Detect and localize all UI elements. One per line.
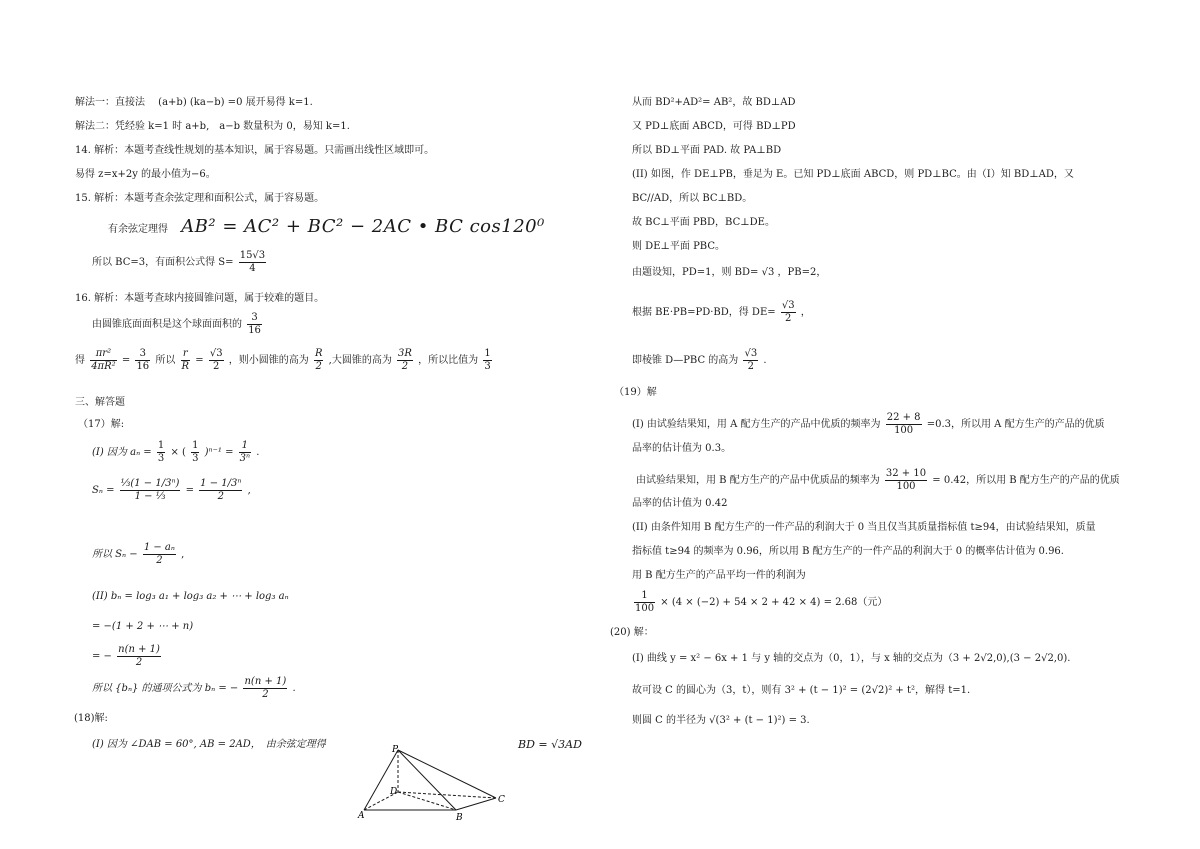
r-line-3: 所以 BD⊥平面 PAD. 故 PA⊥BD (632, 145, 782, 156)
q18-heading: (18)解: (74, 713, 108, 724)
r-line-5: BC//AD，所以 BC⊥BD。 (632, 193, 753, 204)
sn-fraction-2: $\frac{\text{1 − 1/3ⁿ}}{2}$ (200, 478, 242, 502)
ratio-eq: = (121, 355, 131, 366)
q19-b-text-b: = 0.42，所以用 B 配方生产的产品的优质 (932, 475, 1120, 486)
cosine-law-text: 有余弦定理得 (108, 224, 168, 235)
an-formula-line (92, 440, 259, 465)
r-line-7: 则 DE⊥平面 PBC。 (632, 241, 725, 252)
ratio-fraction-2: $\frac{3}{16}$ (136, 348, 150, 372)
an-fraction-1: $\frac{1}{3}$ (157, 440, 165, 464)
bn-result-fraction: $\frac{n(n + 1)}{2}$ (118, 644, 160, 668)
sn-eq: = (185, 485, 194, 496)
method-two-line: 解法二：凭经验 k=1 时 a+b, a−b 数量积为 0，易知 k=1. (75, 121, 350, 132)
vertex-d-label: D (390, 787, 398, 797)
height-text-b: . (763, 355, 767, 366)
q19-part1-text-a: (I) 由试验结果知，用 A 配方生产的产品中优质的频率为 (632, 419, 881, 430)
de-value-line (632, 300, 811, 325)
area-fraction: $\frac{15√3}{4}$ (239, 250, 266, 274)
q19-part2-line-2: 指标值 t≥94 的频率为 0.96，所以用 B 配方生产的一件产品的利润大于 0 的概率估计值为 0.96. (632, 546, 1064, 557)
ratio-fraction-4: $\frac{√3}{2}$ (209, 348, 223, 372)
sn-result-text-b: , (181, 549, 185, 560)
cone-area-text: 由圆锥底面面积是这个球面面积的 (92, 319, 242, 330)
bn-general-text-a: 所以 {bₙ} 的通项公式为 bₙ = − (92, 683, 239, 694)
cone-area-line (92, 312, 264, 337)
ratio-text-a: 得 (75, 355, 85, 366)
cosine-law-line (108, 218, 545, 239)
pyramid-figure (352, 742, 522, 824)
r-line-6: 故 BC⊥平面 PBD，BC⊥DE。 (632, 217, 775, 228)
q18-part1-line: (I) 因为 ∠DAB = 60°, AB = 2AD， 由余弦定理得 (92, 739, 326, 750)
height-line (632, 348, 767, 373)
q14-result: 易得 z=x+2y 的最小值为−6。 (75, 169, 216, 180)
bn-general-line (92, 676, 296, 701)
right-column (600, 0, 1200, 849)
de-value-text-a: 根据 BE·PB=PD·BD，得 DE= (632, 307, 776, 318)
bd-formula: BD = √3AD (518, 738, 582, 751)
ratio-fraction-5: $\frac{R}{2}$ (314, 348, 323, 372)
q19-b-line (636, 468, 1120, 493)
q19-b-fraction: $\frac{32 + 10}{100}$ (885, 468, 927, 492)
vertex-a-label: A (358, 811, 365, 821)
bn-sum: = −(1 + 2 + ⋯ + n) (92, 621, 194, 632)
q20-line-1: (I) 曲线 y = x² − 6x + 1 与 y 轴的交点为（0，1），与 x 轴的交点为（3 + 2√2,0),(3 − 2√2,0). (632, 653, 1071, 664)
profit-formula-line (632, 590, 887, 615)
q19-heading: （19）解 (614, 387, 657, 398)
sn-text-b: , (247, 485, 251, 496)
r-line-4: (II) 如图，作 DE⊥PB，垂足为 E。已知 PD⊥底面 ABCD，则 PD⊥BC。由（I）知 BD⊥AD，又 (632, 169, 1074, 180)
q20-heading: (20) 解： (610, 627, 654, 638)
profit-fraction: $\frac{1}{100}$ (635, 590, 655, 614)
vertex-c-label: C (498, 795, 505, 805)
edge-pa (364, 750, 398, 810)
cosine-law-formula: AB² = AC² + BC² − 2AC • BC cos120⁰ (181, 216, 545, 237)
an-text-d: . (256, 447, 260, 458)
bn-general-text-b: . (292, 683, 296, 694)
section-heading: 三、解答题 (75, 397, 125, 408)
sn-fraction-1: $\frac{\text{⅓(1 − 1/3ⁿ)}}{\text{1 − ⅓}}$ (120, 478, 180, 502)
height-fraction: $\frac{√3}{2}$ (744, 348, 758, 372)
sn-text-a: Sₙ = (92, 485, 115, 496)
q19-part1-fraction: $\frac{22 + 8}{100}$ (886, 412, 921, 436)
an-text-a: (I) 因为 aₙ = (92, 447, 152, 458)
q15-analysis: 15. 解析：本题考查余弦定理和面积公式，属于容易题。 (75, 193, 325, 204)
cone-ratio-line: 得 $\frac{\text{πr²}}{\text{4πR²}}$ = $\frac{3}{16}$ 所以 $\frac{r}{R}$ = $\frac{√3}{2}$ ，则小圆锥的高为 $\frac{R}{2}$ ,大圆锥的高为 $\frac{3R}{2}$ ，所以比值为 $\frac{1}{3}$ (75, 348, 491, 372)
an-fraction-2: $\frac{1}{3}$ (192, 440, 199, 464)
area-text: 所以 BC=3，有面积公式得 S= (92, 257, 234, 268)
q19-part1-text-b: =0.3，所以用 A 配方生产的产品的优质 (926, 419, 1105, 430)
bn-result-line (92, 644, 163, 669)
de-value-text-b: ， (800, 307, 811, 318)
edge-dc (398, 792, 496, 798)
q17-heading: （17）解: (78, 419, 125, 430)
edge-bc (456, 798, 496, 810)
ratio-fraction-1: $\frac{\text{πr²}}{\text{4πR²}}$ (91, 348, 116, 372)
vertex-b-label: B (456, 813, 463, 823)
bn-result-text: = − (92, 651, 112, 662)
bn-general-fraction: $\frac{n(n + 1)}{2}$ (244, 676, 287, 700)
an-text-b: × ( (170, 447, 186, 458)
area-line (92, 250, 268, 275)
ratio-text-e: ，所以比值为 (418, 355, 479, 366)
method-one-line: 解法一：直接法 (a+b) (ka−b) =0 展开易得 k=1. (75, 97, 313, 108)
cone-area-fraction: $\frac{3}{16}$ (248, 312, 261, 336)
ratio-fraction-7: $\frac{1}{3}$ (484, 348, 491, 372)
ratio-fraction-3: $\frac{r}{R}$ (181, 348, 190, 372)
q19-part2-line-1: (II) 由条件知用 B 配方生产的一件产品的利润大于 0 当且仅当其质量指标值 t≥94，由试验结果知，质量 (632, 522, 1096, 533)
an-text-c: )ⁿ⁻¹ = (204, 447, 234, 458)
edge-pc (398, 750, 496, 798)
de-value-fraction: $\frac{√3}{2}$ (781, 300, 795, 324)
r-line-1: 从而 BD²+AD²= AB²，故 BD⊥AD (632, 97, 796, 108)
q14-analysis: 14. 解析：本题考查线性规划的基本知识，属于容易题。只需画出线性区域即可。 (75, 145, 435, 156)
q16-analysis: 16. 解析：本题考查球内接圆锥问题，属于较难的题目。 (75, 293, 325, 304)
ratio-text-b: 所以 (155, 355, 176, 366)
r-line-8: 由题设知，PD=1，则 BD= √3 ，PB=2， (632, 267, 827, 278)
q19-b-text-a: 由试验结果知，用 B 配方生产的产品中优质品的频率为 (636, 475, 880, 486)
sn-result-line (92, 542, 184, 567)
sn-result-fraction: $\frac{\text{1 − aₙ}}{2}$ (143, 542, 175, 566)
vertex-p-label: P (392, 745, 399, 755)
bn-definition: (II) bₙ = log₃ a₁ + log₃ a₂ + ⋯ + log₃ aₙ (92, 591, 289, 602)
profit-formula-text: × (4 × (−2) + 54 × 2 + 42 × 4) = 2.68（元） (660, 597, 888, 608)
q19-b-end: 品率的估计值为 0.42 (632, 498, 728, 509)
q19-part1-end: 品率的估计值为 0.3。 (632, 443, 732, 454)
height-text-a: 即棱锥 D—PBC 的高为 (632, 355, 739, 366)
sn-result-text-a: 所以 Sₙ − (92, 549, 138, 560)
r-line-2: 又 PD⊥底面 ABCD，可得 BD⊥PD (632, 121, 796, 132)
q20-line-2: 故可设 C 的圆心为（3，t），则有 3² + (t − 1)² = (2√2)² + t²，解得 t=1. (632, 685, 971, 696)
ratio-text-d: ,大圆锥的高为 (328, 355, 392, 366)
ratio-text-c: ，则小圆锥的高为 (228, 355, 309, 366)
ratio-fraction-6: $\frac{3R}{2}$ (398, 348, 412, 372)
sn-formula-line (92, 478, 251, 503)
q19-part1-line (632, 412, 1105, 437)
q20-line-3: 则圆 C 的半径为 √(3² + (t − 1)²) = 3. (632, 715, 810, 726)
q19-profit-line: 用 B 配方生产的产品平均一件的利润为 (632, 570, 806, 581)
an-fraction-3: $\frac{1}{\text{3ⁿ}}$ (239, 440, 251, 464)
